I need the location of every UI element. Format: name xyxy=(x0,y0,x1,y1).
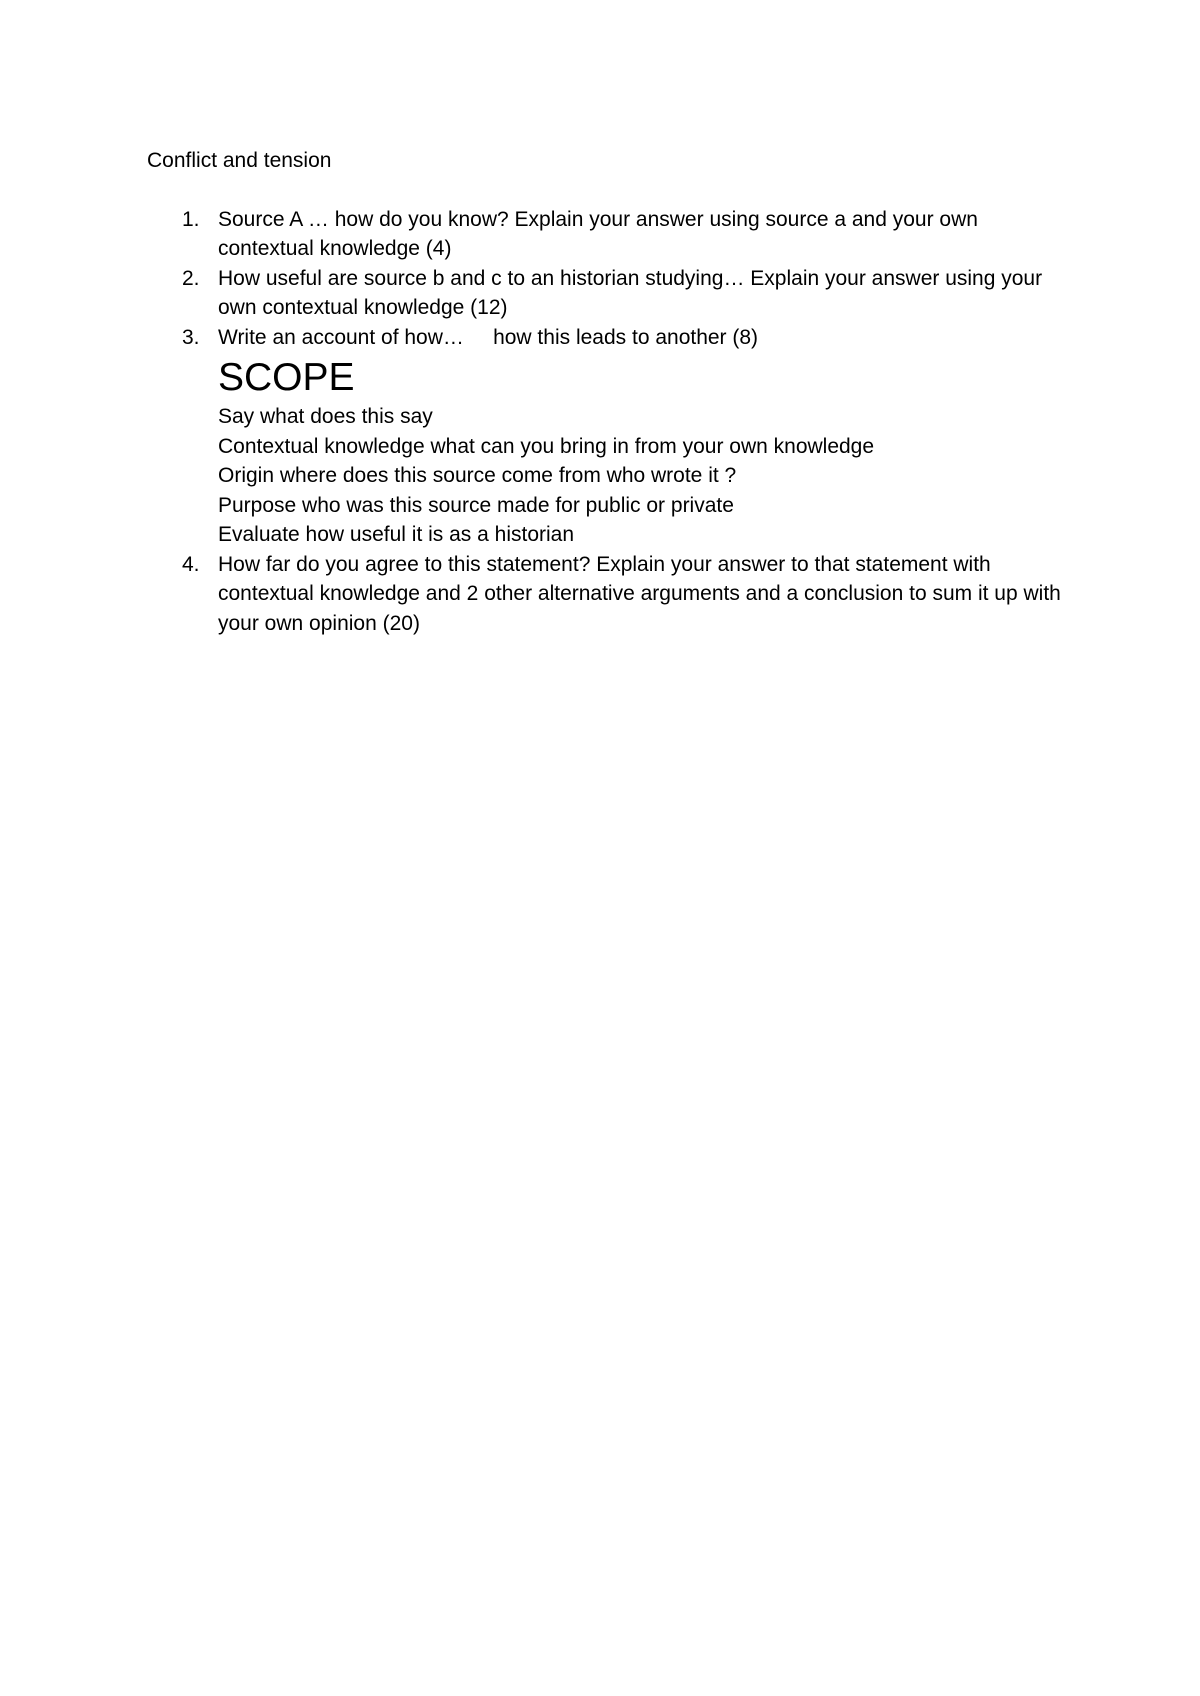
question-list xyxy=(147,205,1077,639)
question-text: Source A … how do you know? Explain your answer using source a and your own contextual knowledge (4) xyxy=(218,207,978,260)
question-text: How far do you agree to this statement? Explain your answer to that statement with contextual knowledge and 2 other alternative arguments and a conclusion to sum it up with your own opinion (20) xyxy=(218,552,1061,635)
question-text: Write an account of how… how this leads to another (8) xyxy=(218,325,759,349)
question-number: 1. xyxy=(182,207,200,231)
scope-line-contextual: Contextual knowledge what can you bring in from your own knowledge xyxy=(218,434,875,458)
question-number: 2. xyxy=(182,266,200,290)
scope-list xyxy=(218,402,1077,550)
scope-heading: SCOPE xyxy=(218,356,355,399)
scope-line-purpose: Purpose who was this source made for public or private xyxy=(218,493,734,517)
scope-line-origin: Origin where does this source come from who wrote it ? xyxy=(218,464,737,487)
question-text: How useful are source b and c to an historian studying… Explain your answer using your own contextual knowledge (12) xyxy=(218,266,1043,319)
scope-line-say: Say what does this say xyxy=(218,405,433,428)
document-title: Conflict and tension xyxy=(147,149,332,172)
question-number: 4. xyxy=(182,552,200,576)
question-item-2 xyxy=(147,264,1077,323)
scope-line-evaluate: Evaluate how useful it is as a historian xyxy=(218,523,575,546)
question-item-3 xyxy=(147,323,1077,550)
question-item-4 xyxy=(147,550,1077,639)
document-body xyxy=(147,146,1077,638)
question-item-1 xyxy=(147,205,1077,264)
question-number: 3. xyxy=(182,325,200,349)
